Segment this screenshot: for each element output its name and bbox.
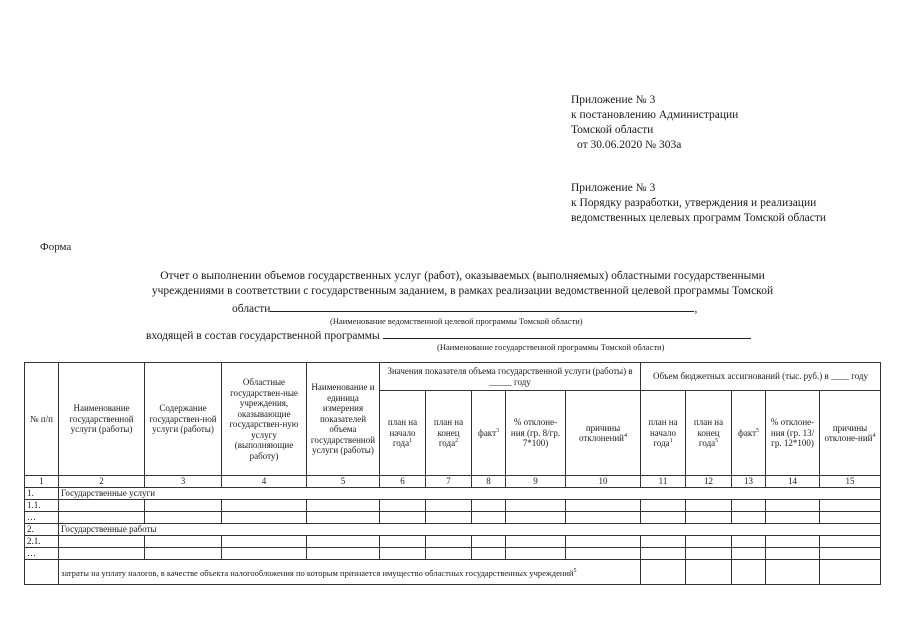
header-group-volume: Значения показателя объема государственной услуги (работы) в _____ году (380, 363, 641, 391)
table-cell[interactable] (732, 559, 766, 584)
form-label: Форма (40, 241, 72, 253)
table-cell[interactable] (472, 499, 506, 511)
table-cell[interactable] (472, 535, 506, 547)
appendix-header-procedure (571, 181, 826, 226)
column-number: 11 (641, 476, 686, 488)
header-plan-end: план на конец года$^2$ (426, 391, 472, 476)
table-cell[interactable] (766, 547, 820, 559)
table-cell[interactable] (732, 511, 766, 523)
table-row (25, 547, 881, 559)
row-num: 2.1. (25, 535, 59, 547)
row-num: 2. (25, 523, 59, 535)
header-budget-fact: факт$^5$ (732, 391, 766, 476)
table-row (25, 511, 881, 523)
table-cell[interactable] (145, 499, 222, 511)
table-cell[interactable] (686, 547, 732, 559)
header-budget-reasons: причины отклоне-ний$^4$ (820, 391, 881, 476)
table-cell[interactable] (820, 547, 881, 559)
column-number: 5 (307, 476, 380, 488)
table-cell[interactable] (506, 535, 566, 547)
table-cell[interactable] (566, 499, 641, 511)
table-cell[interactable] (472, 547, 506, 559)
table-cell[interactable] (59, 511, 145, 523)
table-cell[interactable] (641, 559, 686, 584)
table-cell[interactable] (426, 511, 472, 523)
header-institutions: Областные государствен-ные учреждения, оказывающие государствен-ную услугу (выполняющие работу) (222, 363, 307, 476)
column-number: 7 (426, 476, 472, 488)
row-num: 1.1. (25, 499, 59, 511)
table-cell[interactable] (222, 511, 307, 523)
report-table (24, 362, 881, 585)
row-section-label: Государственные услуги (59, 487, 881, 499)
table-cell[interactable] (506, 511, 566, 523)
header-budget-pct: % отклоне-ния (гр. 13/гр. 12*100) (766, 391, 820, 476)
table-cell[interactable] (641, 511, 686, 523)
column-number: 15 (820, 476, 881, 488)
column-number: 4 (222, 476, 307, 488)
table-cell[interactable] (686, 559, 732, 584)
table-cell[interactable] (686, 499, 732, 511)
table-cell[interactable] (222, 535, 307, 547)
header-line: Приложение № 3 (571, 94, 656, 106)
column-number: 13 (732, 476, 766, 488)
header-budget-plan-start: план на начало года$^1$ (641, 391, 686, 476)
table-cell[interactable] (732, 535, 766, 547)
tax-costs-label: затраты на уплату налогов, в качестве объекта налогообложения по которым признается имущество областных государственных учреждений$^5$ (59, 559, 641, 584)
table-cell[interactable] (380, 547, 426, 559)
table-cell[interactable] (820, 535, 881, 547)
header-line: к Порядку разработки, утверждения и реализации (571, 197, 817, 209)
header-group-budget: Объем бюджетных ассигнований (тыс. руб.) в ____ году (641, 363, 881, 391)
table-cell[interactable] (307, 511, 380, 523)
table-cell[interactable] (506, 499, 566, 511)
table-cell[interactable] (145, 535, 222, 547)
header-reasons: причины отклонений$^4$ (566, 391, 641, 476)
table-row-tax (25, 559, 881, 584)
table-cell[interactable] (566, 547, 641, 559)
row-num: … (25, 511, 59, 523)
header-pct-volume: % отклоне-ния (гр. 8/гр. 7*100) (506, 391, 566, 476)
table-cell[interactable] (380, 499, 426, 511)
report-title-line2: учреждениями в соответствии с государственным заданием, в рамках реализации ведомственной целевой программы Томской (151, 285, 774, 297)
table-cell[interactable] (472, 511, 506, 523)
row-num: 1. (25, 487, 59, 499)
table-cell[interactable] (820, 499, 881, 511)
table-cell[interactable] (25, 559, 59, 584)
header-line: Томской области (571, 124, 654, 136)
table-cell[interactable] (59, 499, 145, 511)
column-number: 1 (25, 476, 59, 488)
column-number: 9 (506, 476, 566, 488)
table-cell[interactable] (145, 547, 222, 559)
table-cell[interactable] (732, 547, 766, 559)
table-cell[interactable] (426, 535, 472, 547)
table-cell[interactable] (380, 535, 426, 547)
title-suffix: , (694, 303, 698, 315)
table-cell[interactable] (641, 547, 686, 559)
table-cell[interactable] (686, 535, 732, 547)
table-cell[interactable] (222, 547, 307, 559)
header-line: к постановлению Администрации (571, 109, 739, 121)
vcp-caption: (Наименование ведомственной целевой программы Томской области) (330, 316, 583, 326)
table-cell[interactable] (566, 535, 641, 547)
column-number: 6 (380, 476, 426, 488)
row-num: … (25, 547, 59, 559)
table-cell[interactable] (506, 547, 566, 559)
table-cell[interactable] (307, 499, 380, 511)
gp-name-field[interactable] (383, 326, 751, 339)
table-cell[interactable] (222, 499, 307, 511)
header-num: № п/п (25, 363, 59, 476)
row-section-label: Государственные работы (59, 523, 881, 535)
header-line: ведомственных целевых программ Томской области (571, 212, 827, 224)
title-prefix: области (232, 303, 271, 315)
header-unit: Наименование и единица измерения показателей объема государственной услуги (работы) (307, 363, 380, 476)
column-number: 8 (472, 476, 506, 488)
table-cell[interactable] (426, 547, 472, 559)
table-cell[interactable] (145, 511, 222, 523)
vcp-name-field[interactable] (270, 299, 694, 312)
report-title-line1: Отчет о выполнении объемов государственных услуг (работ), оказываемых (выполняемых) областными государственными (160, 270, 765, 282)
header-plan-start: план на начало года$^1$ (380, 391, 426, 476)
column-number: 14 (766, 476, 820, 488)
table-cell[interactable] (426, 499, 472, 511)
report-title-line3 (232, 299, 697, 317)
table-cell[interactable] (641, 535, 686, 547)
table-row (25, 499, 881, 511)
table-cell[interactable] (766, 559, 820, 584)
table-cell[interactable] (566, 511, 641, 523)
table-row-works (25, 523, 881, 535)
column-number: 2 (59, 476, 145, 488)
table-cell[interactable] (766, 499, 820, 511)
column-number: 12 (686, 476, 732, 488)
table-cell[interactable] (766, 535, 820, 547)
column-number-row (25, 476, 881, 488)
table-cell[interactable] (820, 559, 881, 584)
table-cell[interactable] (307, 535, 380, 547)
gp-caption: (Наименование государственной программы Томской области) (437, 342, 665, 352)
table-cell[interactable] (686, 511, 732, 523)
table-row-services (25, 487, 881, 499)
header-line: от 30.06.2020 № 303а (577, 139, 682, 151)
header-line: Приложение № 3 (571, 182, 656, 194)
table-cell[interactable] (307, 547, 380, 559)
table-cell[interactable] (732, 499, 766, 511)
header-service-name: Наименование государственной услуги (работы) (59, 363, 145, 476)
column-number: 3 (145, 476, 222, 488)
title-prefix-gp: входящей в состав государственной программы (146, 330, 380, 342)
column-number: 10 (566, 476, 641, 488)
header-fact: факт$^3$ (472, 391, 506, 476)
table-cell[interactable] (380, 511, 426, 523)
header-content: Содержание государствен-ной услуги (работы) (145, 363, 222, 476)
table-cell[interactable] (59, 547, 145, 559)
header-budget-plan-end: план на конец года$^5$ (686, 391, 732, 476)
table-cell[interactable] (766, 511, 820, 523)
table-cell[interactable] (820, 511, 881, 523)
table-cell[interactable] (59, 535, 145, 547)
appendix-header-decree (571, 93, 738, 153)
table-row (25, 535, 881, 547)
table-cell[interactable] (641, 499, 686, 511)
